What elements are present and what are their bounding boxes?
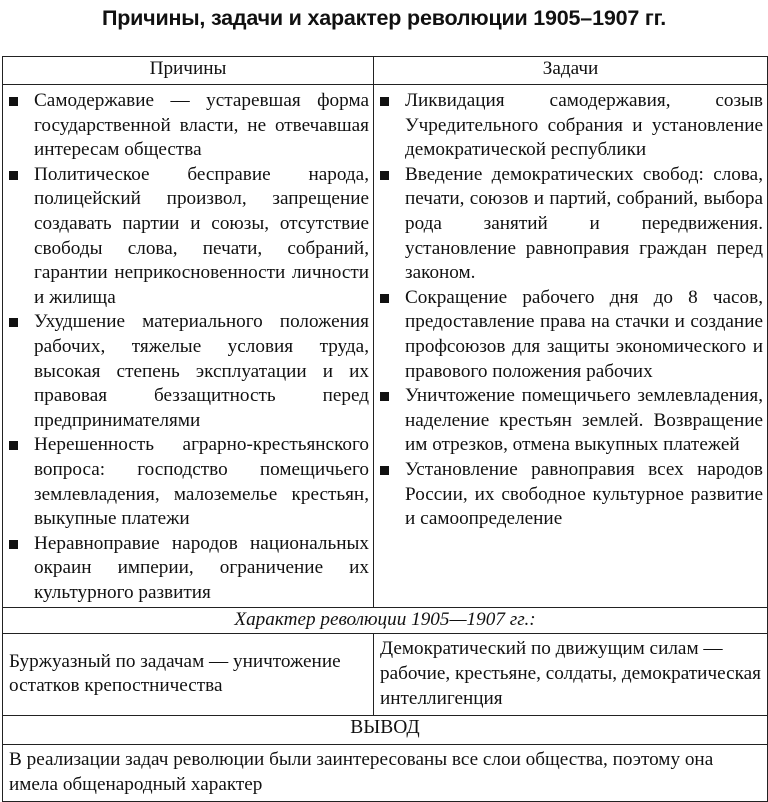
cause-text: Неравноправие народов национальных окраин империи, ограничение их культурного развития xyxy=(34,532,369,603)
conclusion-heading: ВЫВОД xyxy=(3,716,768,745)
list-item xyxy=(374,384,763,458)
bullet-icon xyxy=(380,97,389,106)
tasks-cell xyxy=(374,85,768,608)
list-item xyxy=(3,89,369,163)
tasks-list xyxy=(374,85,767,534)
task-text: Ликвидация самодержавия, созыв Учредительного собрания и установление демократической республики xyxy=(405,90,763,161)
list-item xyxy=(374,458,763,532)
list-item xyxy=(374,89,763,163)
causes-list xyxy=(3,85,373,607)
conclusion-text: В реализации задач революции были заинтересованы все слои общества, поэтому она имела общенародный характер xyxy=(3,745,768,802)
task-text: Установление равноправия всех народов России, их свободное культурное развитие и самоопределение xyxy=(405,458,763,530)
list-item xyxy=(374,286,763,384)
cause-text: Ухудшение материального положения рабочих, тяжелые условия труда, высокая степень эксплуатации и их правовая беззащитность перед предпринимателями xyxy=(34,311,369,431)
content-row xyxy=(3,85,768,608)
task-text: Сокращение рабочего дня до 8 часов, предоставление права на стачки и создание профсоюзов для защиты экономического и правового положения рабочих xyxy=(405,286,763,382)
character-bourgeois: Буржуазный по задачам — уничтожение остатков крепостничества xyxy=(3,634,374,716)
bullet-icon xyxy=(380,294,389,303)
character-democratic: Демократический по движущим силам — рабочие, крестьяне, солдаты, демократическая интеллигенция xyxy=(374,634,768,716)
bullet-icon xyxy=(9,171,18,180)
character-heading-row xyxy=(3,608,768,634)
list-item xyxy=(3,163,369,311)
page-title: Причины, задачи и характер революции 1905–1907 гг. xyxy=(101,6,667,30)
causes-header: Причины xyxy=(3,57,374,85)
list-item xyxy=(3,310,369,433)
bullet-icon xyxy=(9,540,18,549)
tasks-header: Задачи xyxy=(374,57,768,85)
conclusion-heading-row xyxy=(3,716,768,745)
bullet-icon xyxy=(380,171,389,180)
causes-cell xyxy=(3,85,374,608)
cause-text: Самодержавие — устаревшая форма государственной власти, не отвечавшая интересам общества xyxy=(34,90,369,161)
bullet-icon xyxy=(380,392,389,401)
list-item xyxy=(374,163,763,286)
bullet-icon xyxy=(9,318,18,327)
revolution-table xyxy=(2,56,768,802)
character-heading: Характер революции 1905—1907 гг.: xyxy=(3,608,768,634)
cause-text: Нерешенность аграрно-крестьянского вопроса: господство помещичьего землевладения, малоземелье крестьян, выкупные платежи xyxy=(34,434,369,530)
list-item xyxy=(3,433,369,531)
list-item xyxy=(3,532,369,606)
header-row xyxy=(3,57,768,85)
task-text: Уничтожение помещичьего землевладения, наделение крестьян землей. Возвращение им отрезков, отмена выкупных платежей xyxy=(405,385,763,456)
bullet-icon xyxy=(380,466,389,475)
task-text: Введение демократических свобод: слова, печати, союзов и партий, собраний, выбора рода занятий и передвижения. установление равноправия граждан перед законом. xyxy=(405,163,763,284)
conclusion-row xyxy=(3,745,768,802)
cause-text: Политическое бесправие народа, полицейский произвол, запрещение создавать партии и союзы, отсутствие свободы слова, печати, собраний, гарантии неприкосновенности личности и жилища xyxy=(34,163,369,308)
character-row xyxy=(3,634,768,716)
bullet-icon xyxy=(9,441,18,450)
bullet-icon xyxy=(9,97,18,106)
